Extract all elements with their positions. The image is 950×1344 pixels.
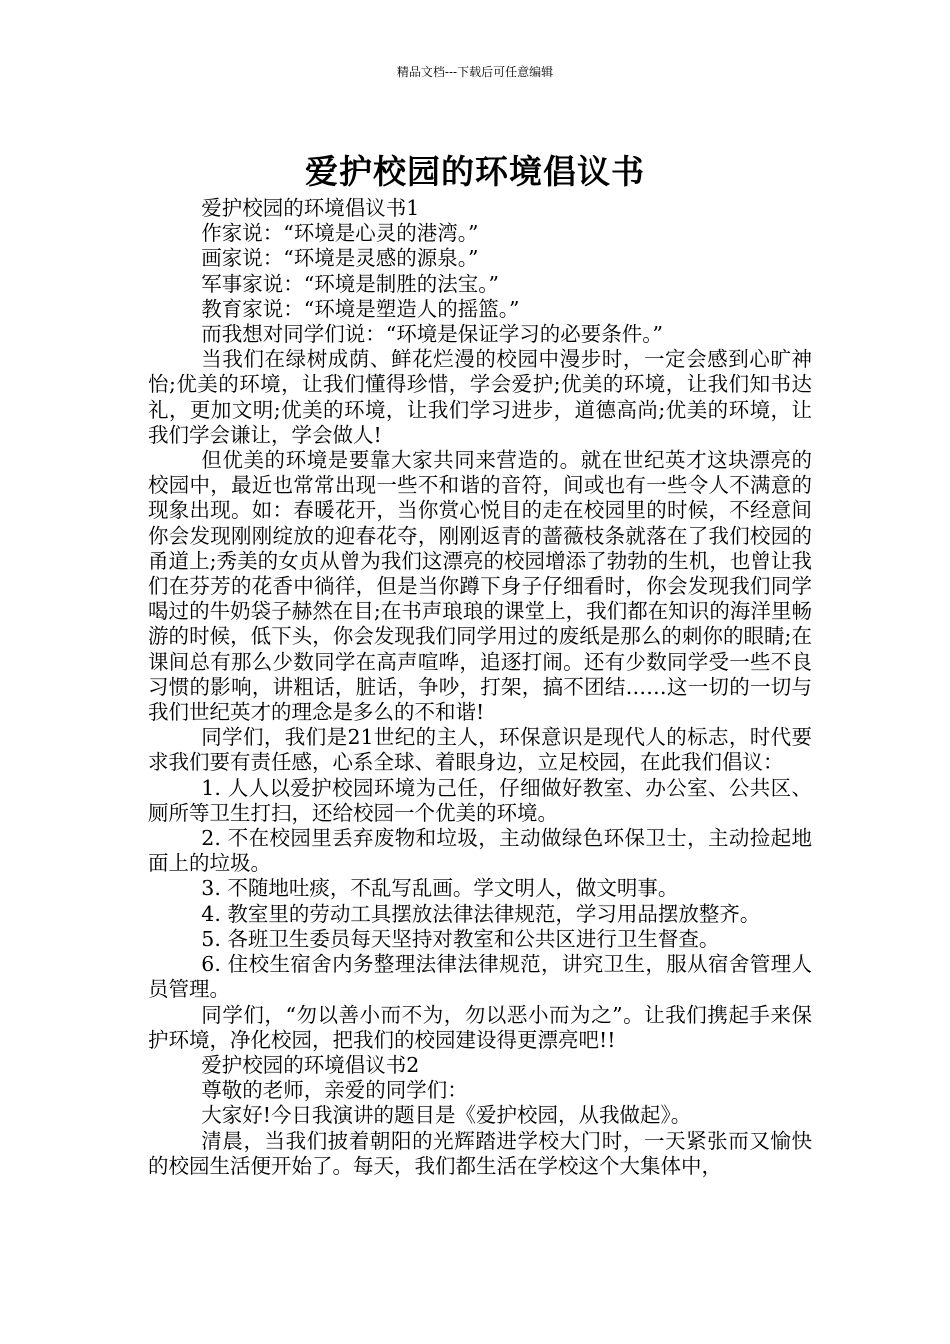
paragraph: 当我们在绿树成荫、鲜花烂漫的校园中漫步时，一定会感到心旷神怡;优美的环境，让我们懂得珍惜，学会爱护;优美的环境，让我们知书达礼，更加文明;优美的环境，让我们学习进步，道德高尚;优美的环境，让我们学会谦让，学会做人!	[148, 347, 812, 447]
paragraph: 而我想对同学们说：“环境是保证学习的必要条件。”	[201, 322, 664, 347]
paragraph: 教育家说：“环境是塑造人的摇篮。”	[201, 296, 520, 321]
list-item: 6. 住校生宿舍内务整理法律法律规范，讲究卫生，服从宿舍管理人员管理。	[148, 952, 812, 1002]
paragraph: 同学们，我们是21世纪的主人，环保意识是现代人的标志，时代要求我们要有责任感，心系全球、着眼身边，立足校园，在此我们倡议：	[148, 725, 812, 775]
list-item: 1. 人人以爱护校园环境为己任，仔细做好教室、办公室、公共区、厕所等卫生打扫，还给校园一个优美的环境。	[148, 775, 812, 825]
document-body	[148, 196, 812, 1179]
list-item: 4. 教室里的劳动工具摆放法律法律规范，学习用品摆放整齐。	[201, 901, 761, 926]
paragraph: 爱护校园的环境倡议书1	[201, 196, 420, 220]
section-heading: 爱护校园的环境倡议书2	[201, 1052, 420, 1077]
page-header-note: 精品文档---下载后可任意编辑	[396, 65, 554, 79]
list-item: 5. 各班卫生委员每天坚持对教室和公共区进行卫生督查。	[201, 926, 720, 951]
paragraph: 作家说：“环境是心灵的港湾。”	[201, 221, 479, 246]
paragraph: 军事家说：“环境是制胜的法宝。”	[201, 271, 500, 296]
document-title: 爱护校园的环境倡议书	[305, 152, 645, 192]
paragraph: 同学们，“勿以善小而不为，勿以恶小而为之”。让我们携起手来保护环境，净化校园，把我们的校园建设得更漂亮吧!!	[148, 1002, 812, 1052]
paragraph: 但优美的环境是要靠大家共同来营造的。就在世纪英才这块漂亮的校园中，最近也常常出现一些不和谐的音符，间或也有一些令人不满意的现象出现。如：春暖花开，当你赏心悦目的走在校园里的时候，不经意间你会发现刚刚绽放的迎春花夺，刚刚返青的蔷薇枝条就落在了我们校园的甬道上;秀美的女贞从曾为我们这漂亮的校园增添了勃勃的生机，也曾让我们在芬芳的花香中徜徉，但是当你蹲下身子仔细看时，你会发现我们同学喝过的牛奶袋子赫然在目;在书声琅琅的课堂上，我们都在知识的海洋里畅游的时候，低下头，你会发现我们同学用过的废纸是那么的刺你的眼睛;在课间总有那么少数同学在高声喧哗，追逐打闹。还有少数同学受一些不良习惯的影响，讲粗话，脏话，争吵，打架，搞不团结……这一切的一切与我们世纪英才的理念是多么的不和谐!	[148, 448, 812, 725]
paragraph: 尊敬的老师，亲爱的同学们：	[201, 1078, 468, 1103]
list-item: 3. 不随地吐痰，不乱写乱画。学文明人，做文明事。	[201, 876, 679, 901]
paragraph: 清晨，当我们披着朝阳的光辉踏进学校大门时，一天紧张而又愉快的校园生活便开始了。每天，我们都生活在学校这个大集体中，	[148, 1128, 812, 1178]
paragraph: 大家好!今日我演讲的题目是《爱护校园，从我做起》。	[201, 1103, 692, 1128]
list-item: 2. 不在校园里丢弃废物和垃圾，主动做绿色环保卫士，主动捡起地面上的垃圾。	[148, 826, 812, 876]
paragraph: 画家说：“环境是灵感的源泉。”	[201, 246, 479, 271]
